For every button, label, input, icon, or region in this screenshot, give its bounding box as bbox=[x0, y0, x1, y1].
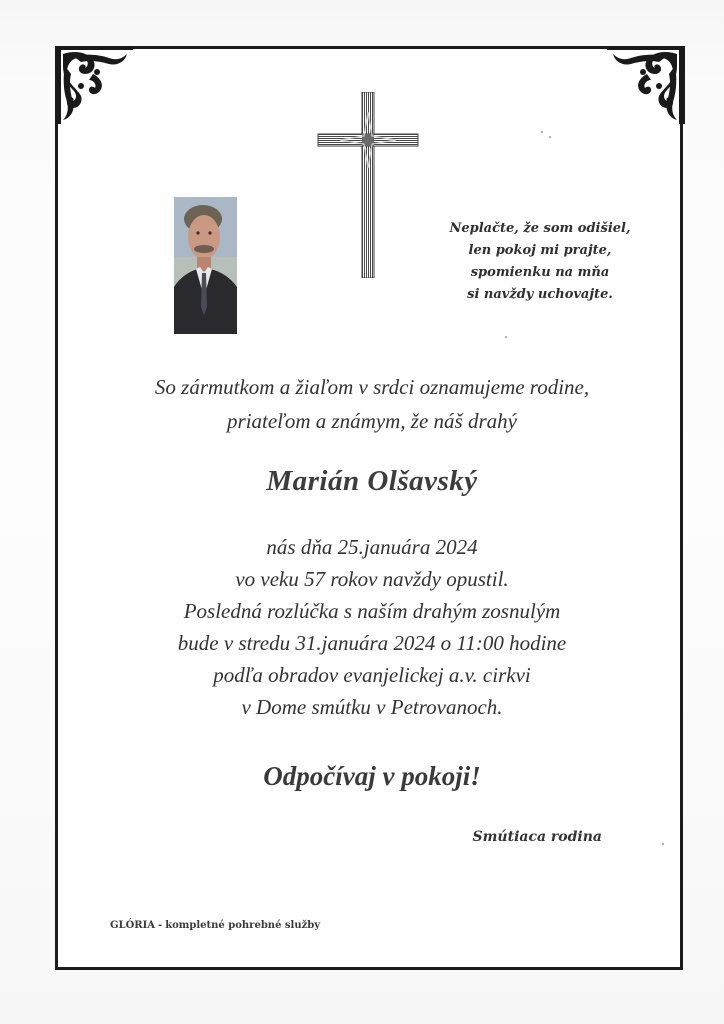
scan-speck bbox=[505, 336, 507, 338]
details-line: Posledná rozlúčka s naším drahým zosnulým bbox=[183, 599, 561, 623]
announcement-intro bbox=[90, 370, 654, 438]
details-line: bude v stredu 31.januára 2024 o 11:00 hodine bbox=[177, 631, 567, 655]
memorial-poem bbox=[440, 218, 640, 306]
deceased-name: Marián Olšavský bbox=[266, 465, 478, 497]
poem-line: Neplačte, že som odišiel, bbox=[449, 221, 631, 236]
details-line: nás dňa 25.januára 2024 bbox=[266, 535, 478, 559]
scan-speck bbox=[549, 136, 551, 138]
company-service: kompletné pohrebné služby bbox=[165, 920, 321, 931]
scan-speck bbox=[662, 843, 664, 845]
poem-line: spomienku na mňa bbox=[470, 265, 610, 280]
footer-separator: - bbox=[158, 920, 163, 931]
corner-ornament-icon bbox=[605, 44, 687, 126]
mourning-family: Smútiaca rodina bbox=[472, 829, 602, 845]
company-name: GLÓRIA bbox=[110, 920, 156, 931]
poem-line: si navždy uchovajte. bbox=[467, 287, 613, 302]
intro-line: So zármutkom a žiaľom v srdci oznamujeme rodine, bbox=[154, 375, 590, 399]
details-line: vo veku 57 rokov navždy opustil. bbox=[235, 567, 509, 591]
details-line: podľa obradov evanjelickej a.v. cirkvi bbox=[213, 663, 531, 687]
funeral-service-footer bbox=[110, 918, 320, 934]
scan-speck bbox=[541, 131, 543, 133]
cross-icon bbox=[316, 92, 420, 278]
portrait-photo bbox=[174, 197, 237, 334]
details-line: v Dome smútku v Petrovanoch. bbox=[241, 695, 503, 719]
poem-line: len pokoj mi prajte, bbox=[468, 243, 612, 258]
intro-line: priateľom a známym, že náš drahý bbox=[227, 409, 517, 433]
funeral-details bbox=[90, 531, 654, 723]
corner-ornament-icon bbox=[53, 44, 135, 126]
rest-in-peace: Odpočívaj v pokoji! bbox=[263, 761, 481, 791]
